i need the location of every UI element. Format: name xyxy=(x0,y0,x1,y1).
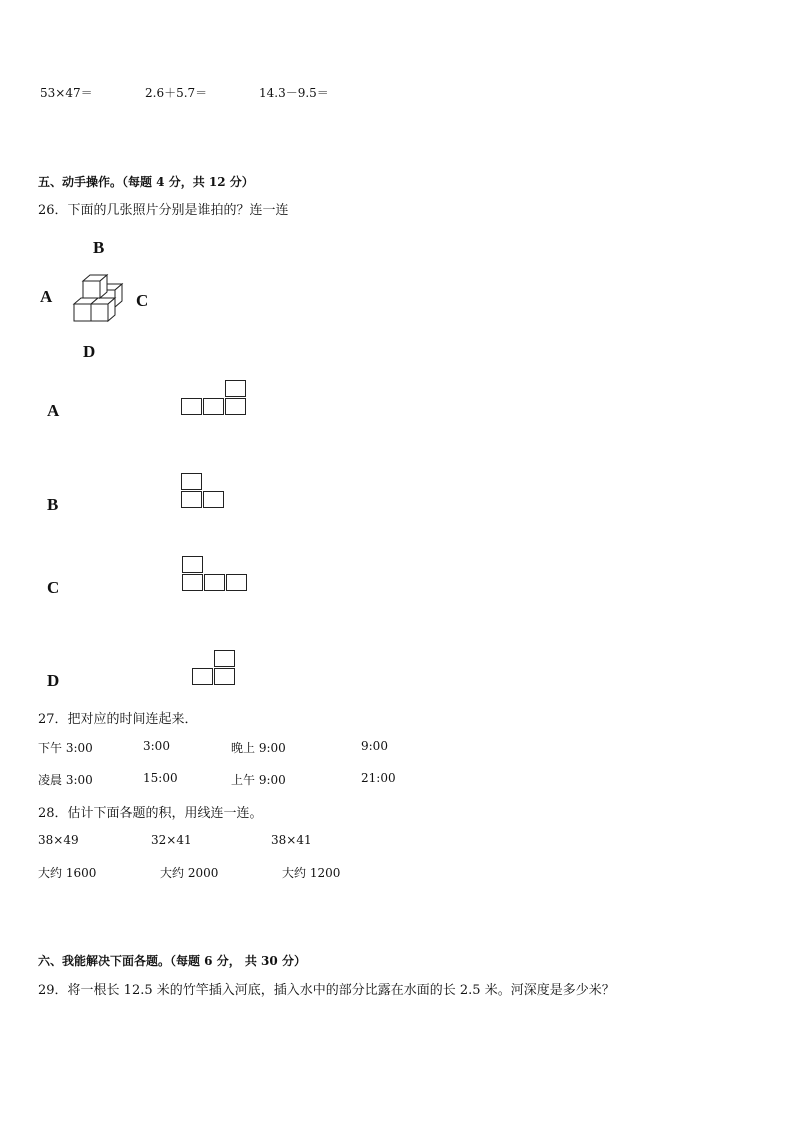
time-row2-item: 凌晨 3:00 xyxy=(38,773,93,787)
estimate-value: 大约 1200 xyxy=(282,866,341,880)
product-expression: 38×41 xyxy=(271,833,312,847)
time-row1-item: 9:00 xyxy=(361,739,388,753)
time-row1-item: 3:00 xyxy=(143,739,170,753)
product-expression: 32×41 xyxy=(151,833,192,847)
estimate-value: 大约 2000 xyxy=(160,866,219,880)
time-row2-item: 21:00 xyxy=(361,771,396,785)
product-expression: 38×49 xyxy=(38,833,79,847)
option-c-label: C xyxy=(47,578,60,597)
section-6-title: 六、我能解决下面各题。（每题 6 分， 共 30 分） xyxy=(38,954,306,968)
time-row1-item: 晚上 9:00 xyxy=(231,741,286,755)
question-29-text: 29．将一根长 12.5 米的竹竿插入河底，插入水中的部分比露在水面的长 2.5 米。河深度是多少米？ xyxy=(38,983,615,998)
viewpoint-label-c: C xyxy=(136,291,149,310)
calc-expression-1: 53×47＝ xyxy=(40,86,93,100)
calc-expression-2: 2.6＋5.7＝ xyxy=(145,86,208,100)
option-d-label: D xyxy=(47,671,60,690)
time-row2-item: 15:00 xyxy=(143,771,178,785)
viewpoint-label-a: A xyxy=(40,287,53,306)
time-row2-item: 上午 9:00 xyxy=(231,773,286,787)
viewpoint-label-b: B xyxy=(93,238,105,257)
estimate-value: 大约 1600 xyxy=(38,866,97,880)
option-b-label: B xyxy=(47,495,59,514)
section-5-title: 五、动手操作。（每题 4 分，共 12 分） xyxy=(38,175,254,189)
viewpoint-label-d: D xyxy=(83,342,96,361)
calc-expression-3: 14.3－9.5＝ xyxy=(259,86,329,100)
cube-stack-figure xyxy=(68,270,124,330)
time-row1-item: 下午 3:00 xyxy=(38,741,93,755)
question-26-text: 26．下面的几张照片分别是谁拍的？连一连 xyxy=(38,203,289,218)
question-27-text: 27．把对应的时间连起来． xyxy=(38,712,198,727)
question-28-text: 28．估计下面各题的积，用线连一连。 xyxy=(38,806,263,821)
option-a-label: A xyxy=(47,401,60,420)
